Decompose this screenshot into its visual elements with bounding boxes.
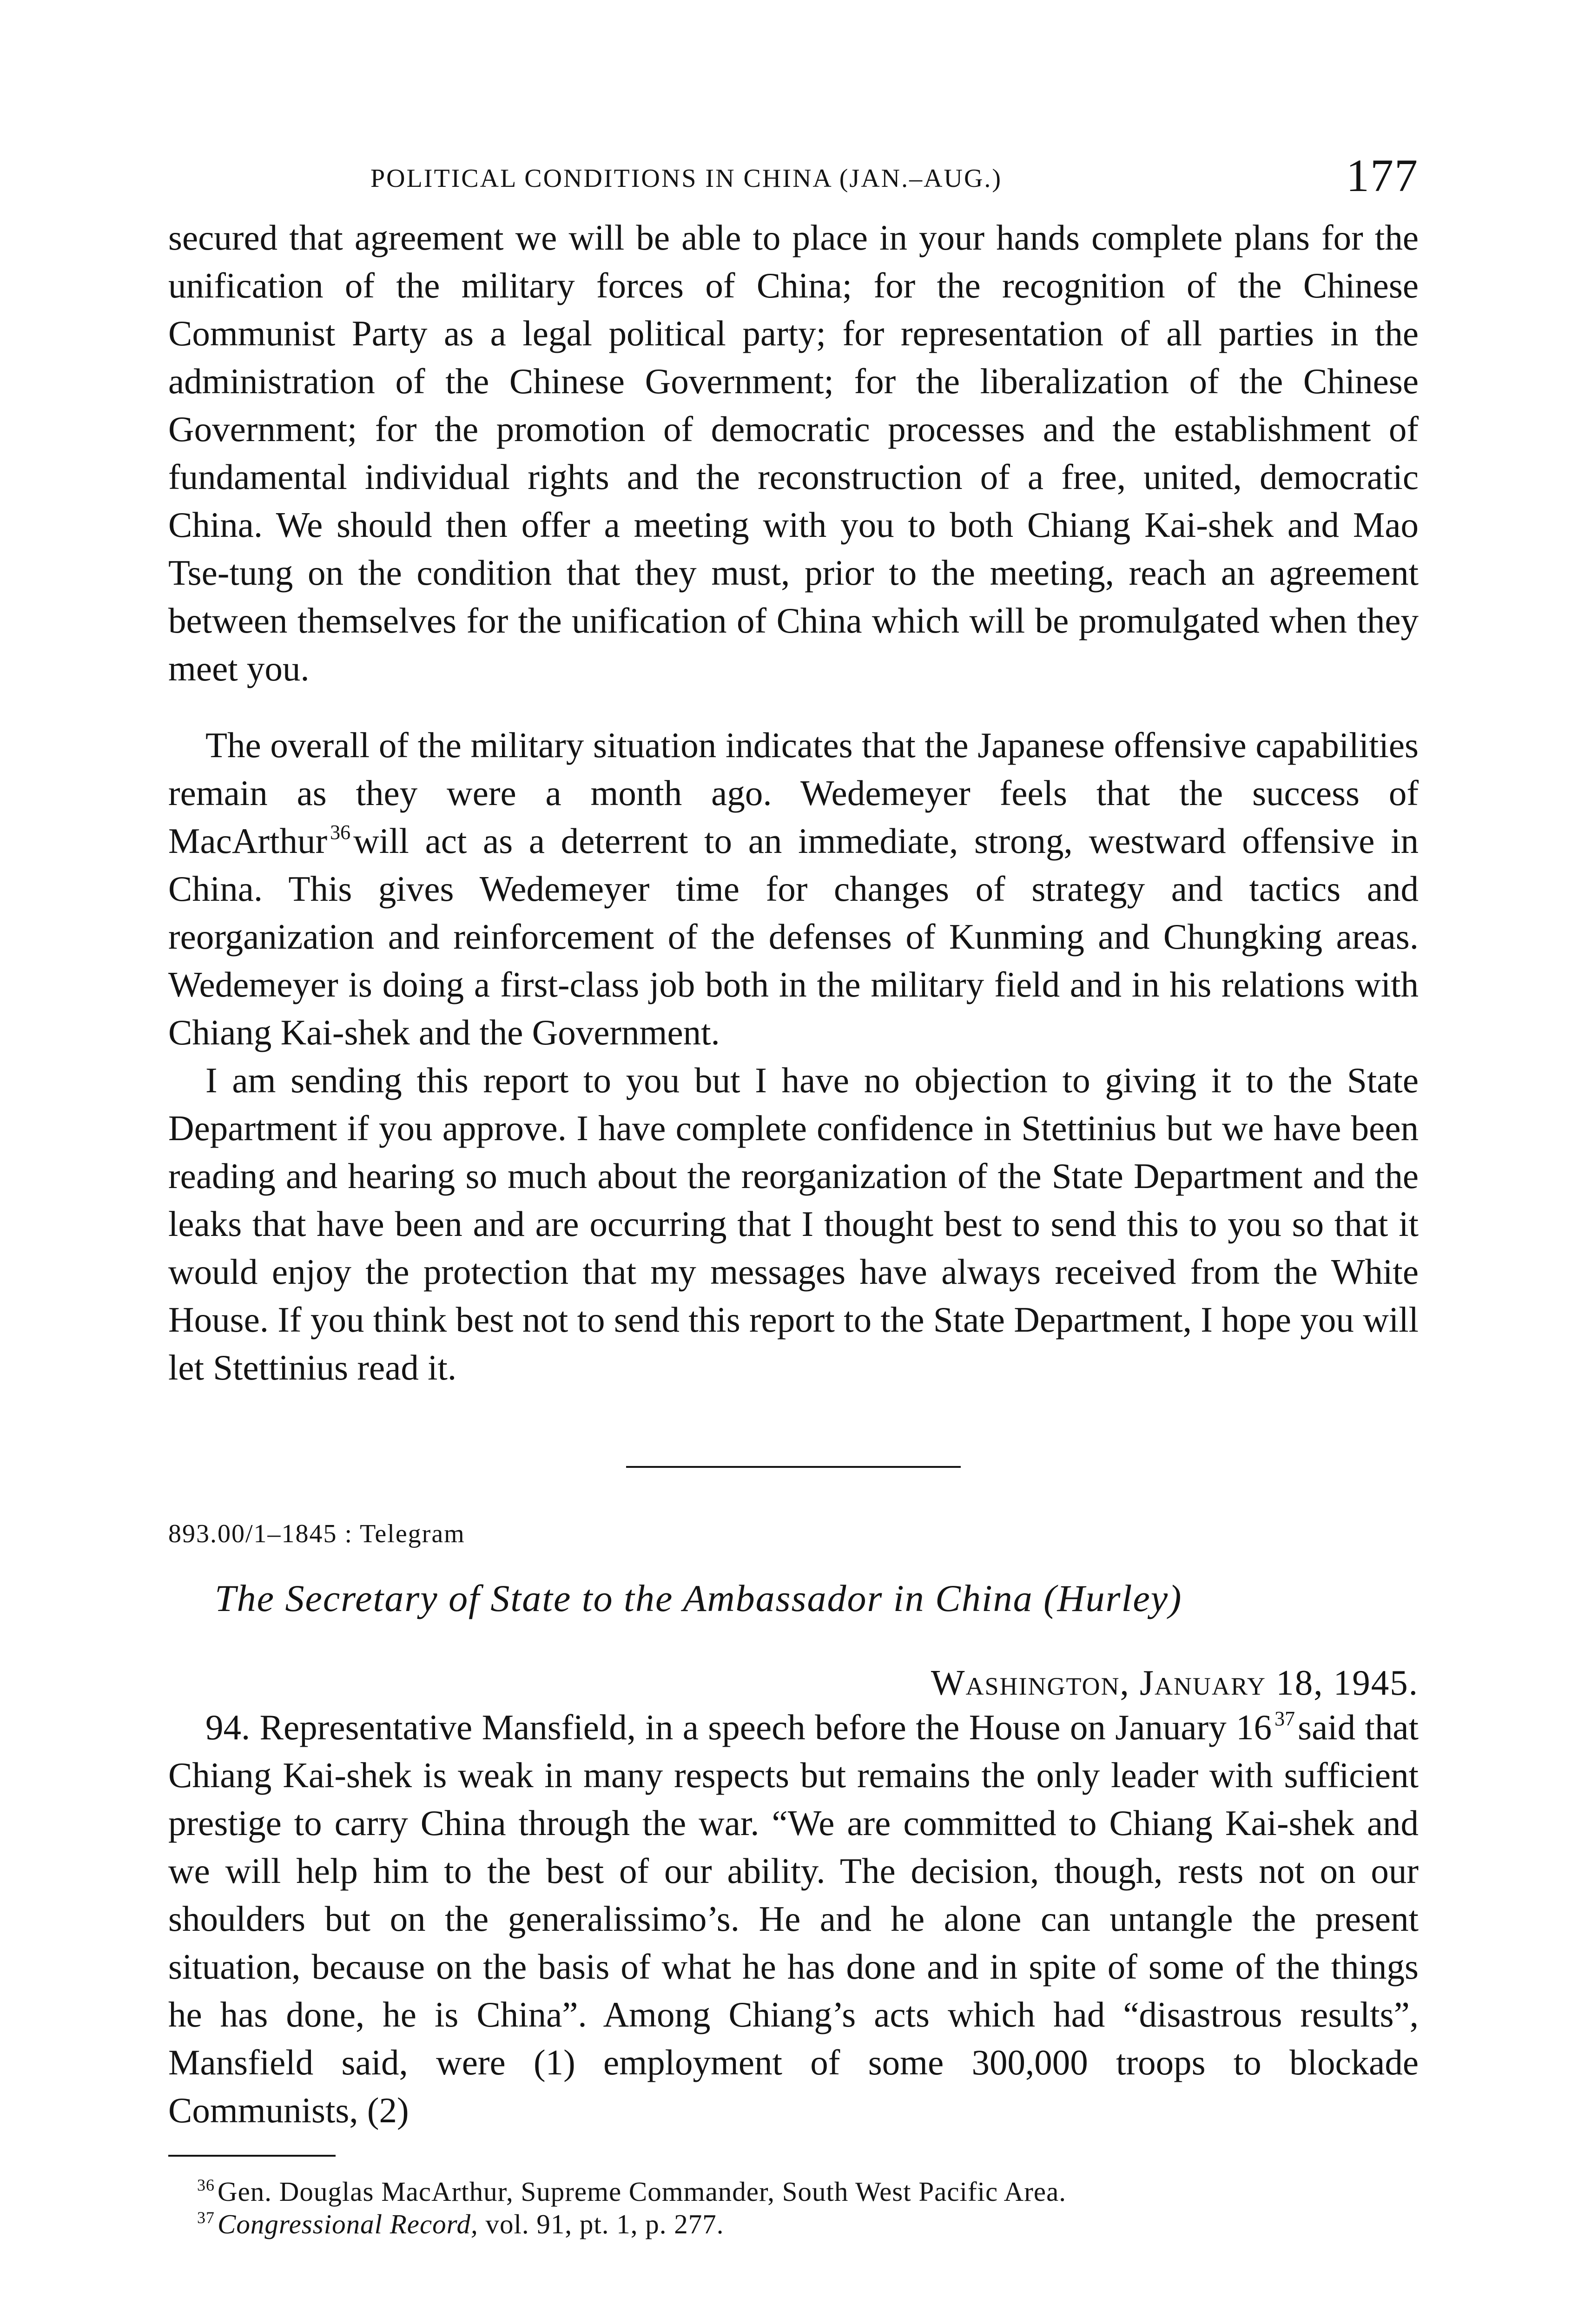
paragraph-2-text-start: The overall of the military situation indicates that the Japanese offensive capabilities remain as they were a month ago. Wedemeyer feels that the success of MacArthur (168, 725, 1419, 861)
running-header (168, 139, 1419, 200)
body-paragraph-3: I am sending this report to you but I have no objection to giving it to the State Department if you approve. I have complete confidence in Stettinius but we have been reading and hearing so much about the reorganization of the State Department and the leaks that have been and are occurring that I thought best to send this to you so that it would enjoy the protection that my messages have always received from the White House. If you think best not to send this report to the State Department, I hope you will let Stettinius read it. (168, 1060, 1419, 1387)
telegram-paragraph (168, 1703, 1419, 2134)
running-title: POLITICAL CONDITIONS IN CHINA (JAN.–AUG.) (370, 164, 1003, 193)
paragraph-2-text-end: will act as a deterrent to an immediate, strong, westward offensive in China. This gives Wedemeyer time for changes of strategy and tactics and reorganization and reinforcement of the defenses of Kunming and Chungking areas. Wedemeyer is doing a first-class job both in the military field and in his relations with Chiang Kai-shek and the Government. (168, 821, 1419, 1052)
footnote-ref-37: 37 (1274, 1707, 1295, 1730)
telegram-text-start: 94. Representative Mansfield, in a speech before the House on January 16 (205, 1707, 1272, 1747)
footnote-divider (168, 2155, 336, 2157)
body-paragraph-1: secured that agreement we will be able to place in your hands complete plans for the unification of the military forces of China; for the recognition of the Chinese Communist Party as a legal political party; for representation of all parties in the administration of the Chinese Government; for the liberalization of the Chinese Government; for the promotion of democratic processes and the establishment of fundamental individual rights and the reconstruction of a free, united, democratic China. We should then offer a meeting with you to both Chiang Kai-shek and Mao Tse-tung on the condition that they must, prior to the meeting, reach an agreement between themselves for the unification of China which will be promulgated when they meet you. (168, 218, 1419, 688)
footnote-source-title: Congressional Record, (218, 2209, 478, 2239)
file-reference: 893.00/1–1845 : Telegram (168, 1519, 465, 1548)
footnote-36 (197, 2175, 1419, 2208)
footnote-37 (197, 2208, 1419, 2240)
footnote-text: vol. 91, pt. 1, p. 277. (485, 2209, 724, 2239)
footnote-text: Gen. Douglas MacArthur, Supreme Commander, South West Pacific Area. (218, 2176, 1067, 2207)
document-title: The Secretary of State to the Ambassador in China (Hurley) (215, 1577, 1182, 1619)
body-paragraph-2 (168, 721, 1419, 1056)
page-number: 177 (1346, 150, 1419, 201)
footnote-ref-36: 36 (330, 821, 351, 844)
section-divider (626, 1466, 961, 1468)
footnote-mark: 36 (197, 2176, 215, 2194)
document-page (168, 139, 1419, 2240)
dateline: Washington, January 18, 1945. (931, 1663, 1419, 1703)
telegram-text-end: said that Chiang Kai-shek is weak in many respects but remains the only leader with sufficient prestige to carry China through the war. “We are committed to Chiang Kai-shek and we will help him to the best of our ability. The decision, though, rests not on our shoulders but on the generalissimo’s. He and he alone can untangle the present situation, because on the basis of what he has done and in spite of some of the things he has done, he is China”. Among Chiang’s acts which had “disastrous results”, Mansfield said, were (1) employment of some 300,000 troops to blockade Communists, (2) (168, 1707, 1419, 2130)
footnotes (197, 2175, 1419, 2240)
footnote-mark: 37 (197, 2208, 215, 2227)
